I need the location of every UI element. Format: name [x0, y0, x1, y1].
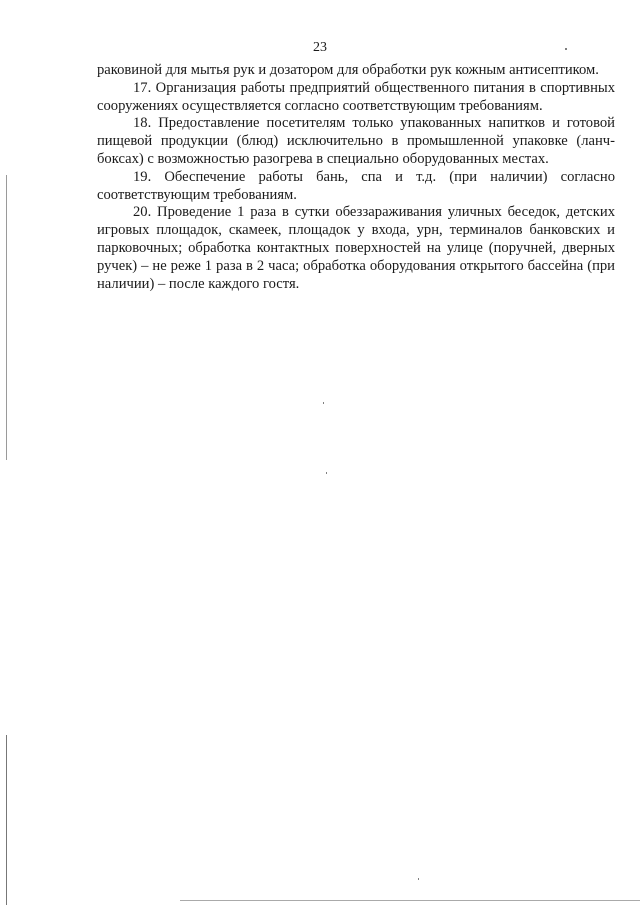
- page-number: 23: [313, 40, 327, 55]
- paragraph-continuation: раковиной для мытья рук и дозатором для обработки рук кожным антисептиком.: [97, 62, 599, 78]
- scan-bottom-edge: [180, 900, 640, 901]
- scan-edge-line: [6, 0, 7, 905]
- paragraph-item-17: 17. Организация работы предприятий общественного питания в спортивных сооружениях осуществляется согласно соответствующим требованиям.: [97, 79, 615, 114]
- paragraph-item-20: 20. Проведение 1 раза в сутки обеззараживания уличных беседок, детских игровых площадок, скамеек, площадок у входа, урн, терминалов банковских и парковочных; обработка контактных поверхностей на улице (поручней, дверных ручек) – не реже 1 раза в 2 часа; обработка оборудования открытого бассейна (при наличии) – после каждого гостя.: [97, 204, 615, 292]
- scan-speck: [418, 878, 419, 880]
- scan-speck: [326, 472, 327, 474]
- paragraph-item-19: 19. Обеспечение работы бань, спа и т.д. (при наличии) согласно соответствующим требованиям.: [97, 168, 615, 203]
- document-body: [97, 62, 615, 293]
- scan-speck: [323, 402, 324, 404]
- scan-speck: [565, 48, 567, 50]
- paragraph-item-18: 18. Предоставление посетителям только упакованных напитков и готовой пищевой продукции (блюд) исключительно в промышленной упаковке (ланч-боксах) с возможностью разогрева в специально оборудованных местах.: [97, 115, 615, 167]
